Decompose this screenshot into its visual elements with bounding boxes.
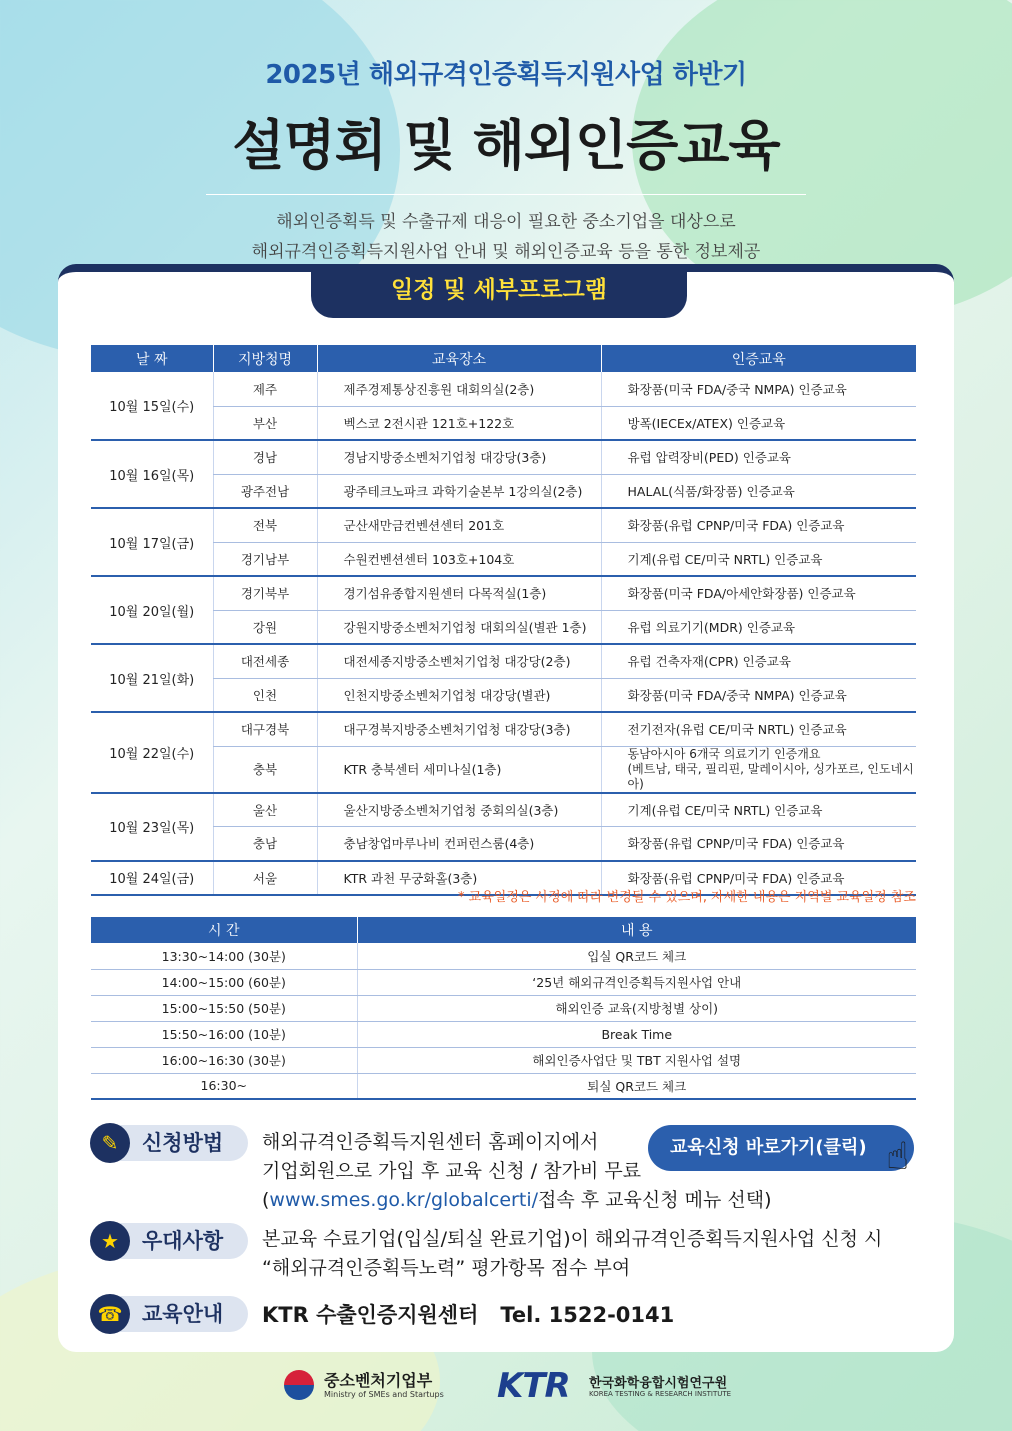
content-cell: ‘25년 해외규격인증획득지원사업 안내 <box>357 969 916 995</box>
apply-shortcut-button[interactable]: 교육신청 바로가기(클릭) <box>648 1125 914 1171</box>
document-icon: ✎ <box>90 1123 130 1163</box>
region-cell: 충북 <box>213 746 317 793</box>
education-cell: 기계(유럽 CE/미국 NRTL) 인증교육 <box>601 793 916 827</box>
date-cell: 10월 15일(수) <box>91 372 213 440</box>
date-cell: 10월 24일(금) <box>91 861 213 895</box>
content-cell: 해외인증사업단 및 TBT 지원사업 설명 <box>357 1047 916 1073</box>
taeguk-icon <box>284 1370 314 1400</box>
column-header: 지방청명 <box>213 345 317 372</box>
education-cell: 유럽 압력장비(PED) 인증교육 <box>601 440 916 474</box>
date-cell: 10월 16일(목) <box>91 440 213 508</box>
education-cell: 방폭(IECEx/ATEX) 인증교육 <box>601 406 916 440</box>
date-cell: 10월 22일(수) <box>91 712 213 793</box>
place-cell: 광주테크노파크 과학기술본부 1강의실(2층) <box>317 474 601 508</box>
description-line: 해외인증획득 및 수출규제 대응이 필요한 중소기업을 대상으로 <box>276 212 736 232</box>
table-row <box>91 440 916 474</box>
region-cell: 울산 <box>213 793 317 827</box>
region-cell: 경기남부 <box>213 542 317 576</box>
ktr-sub: KOREA TESTING & RESEARCH INSTITUTE <box>589 1390 732 1398</box>
hand-pointer-icon: ☝ <box>886 1134 910 1178</box>
time-cell: 16:30~ <box>91 1073 357 1099</box>
phone-icon: ☎ <box>90 1294 130 1334</box>
table-row <box>91 793 916 827</box>
table-row <box>91 969 916 995</box>
ktr-mark: KTR <box>497 1366 570 1406</box>
place-cell: KTR 충북센터 세미나실(1층) <box>317 746 601 793</box>
time-cell: 15:50~16:00 (10분) <box>91 1021 357 1047</box>
date-cell: 10월 23일(목) <box>91 793 213 861</box>
place-cell: 울산지방중소벤처기업청 중회의실(3층) <box>317 793 601 827</box>
table-row <box>91 576 916 610</box>
region-cell: 제주 <box>213 372 317 406</box>
education-cell: 화장품(미국 FDA/중국 NMPA) 인증교육 <box>601 372 916 406</box>
column-header: 내 용 <box>357 917 916 943</box>
place-cell: 수원컨벤션센터 103호+104호 <box>317 542 601 576</box>
divider <box>206 194 806 195</box>
contact-label: 교육안내 <box>142 1302 224 1326</box>
education-line: (베트남, 태국, 필리핀, 말레이시아, 싱가포르, 인도네시아) <box>627 761 914 791</box>
table-row <box>91 542 916 576</box>
place-cell: 제주경제통상진흥원 대회의실(2층) <box>317 372 601 406</box>
content-cell: Break Time <box>357 1021 916 1047</box>
education-cell: 유럽 의료기기(MDR) 인증교육 <box>601 610 916 644</box>
table-row <box>91 1021 916 1047</box>
content-cell: 입실 QR코드 체크 <box>357 943 916 969</box>
place-cell: 벡스코 2전시관 121호+122호 <box>317 406 601 440</box>
page-title: 설명회 및 해외인증교육 <box>232 114 780 177</box>
table-row <box>91 474 916 508</box>
column-header: 인증교육 <box>601 345 916 372</box>
region-cell: 서울 <box>213 861 317 895</box>
table-row <box>91 610 916 644</box>
benefit-label: 우대사항 <box>142 1229 224 1253</box>
region-cell: 경남 <box>213 440 317 474</box>
column-header: 시 간 <box>91 917 357 943</box>
ministry-sub: Ministry of SMEs and Startups <box>324 1390 444 1399</box>
table-row <box>91 644 916 678</box>
table-row <box>91 827 916 861</box>
place-cell: 대구경북지방중소벤처기업청 대강당(3층) <box>317 712 601 746</box>
place-cell: 군산새만금컨벤션센터 201호 <box>317 508 601 542</box>
table-row <box>91 678 916 712</box>
apply-line: 기업회원으로 가입 후 교육 신청 / 참가비 무료 <box>262 1160 642 1182</box>
education-cell: 화장품(유럽 CPNP/미국 FDA) 인증교육 <box>601 827 916 861</box>
table-row <box>91 995 916 1021</box>
timetable <box>91 917 916 1100</box>
benefit-line: “해외규격인증획득노력” 평가항목 점수 부여 <box>262 1257 631 1279</box>
education-cell: 화장품(미국 FDA/중국 NMPA) 인증교육 <box>601 678 916 712</box>
time-cell: 14:00~15:00 (60분) <box>91 969 357 995</box>
contact-tel: Tel. 1522-0141 <box>500 1303 675 1327</box>
region-cell: 부산 <box>213 406 317 440</box>
content-cell: 해외인증 교육(지방청별 상이) <box>357 995 916 1021</box>
ministry-name: 중소벤처기업부 <box>324 1371 433 1390</box>
contact-info <box>262 1299 674 1329</box>
content-cell: 퇴실 QR코드 체크 <box>357 1073 916 1099</box>
time-cell: 16:00~16:30 (30분) <box>91 1047 357 1073</box>
place-cell: KTR 과천 무궁화홀(3층) <box>317 861 601 895</box>
time-cell: 13:30~14:00 (30분) <box>91 943 357 969</box>
section-title: 일정 및 세부프로그램 <box>311 264 687 318</box>
column-header: 교육장소 <box>317 345 601 372</box>
table-row <box>91 406 916 440</box>
table-row <box>91 372 916 406</box>
header <box>0 54 1012 267</box>
table-row <box>91 508 916 542</box>
apply-label: 신청방법 <box>142 1131 224 1155</box>
education-cell: 전기전자(유럽 CE/미국 NRTL) 인증교육 <box>601 712 916 746</box>
region-cell: 충남 <box>213 827 317 861</box>
column-header: 날 짜 <box>91 345 213 372</box>
contact-label-pill <box>90 1296 248 1332</box>
schedule-note: * 교육일정은 사정에 따라 변경될 수 있으며, 자세한 내용은 지역별 교육일정 참조 <box>458 890 916 905</box>
education-cell: HALAL(식품/화장품) 인증교육 <box>601 474 916 508</box>
education-cell: 화장품(유럽 CPNP/미국 FDA) 인증교육 <box>601 508 916 542</box>
schedule-table <box>91 345 916 896</box>
region-cell: 강원 <box>213 610 317 644</box>
education-cell: 기계(유럽 CE/미국 NRTL) 인증교육 <box>601 542 916 576</box>
region-cell: 대전세종 <box>213 644 317 678</box>
time-cell: 15:00~15:50 (50분) <box>91 995 357 1021</box>
place-cell: 강원지방중소벤처기업청 대회의실(별관 1층) <box>317 610 601 644</box>
education-cell <box>601 746 916 793</box>
place-cell: 충남창업마루나비 컨퍼런스룸(4층) <box>317 827 601 861</box>
place-cell: 경기섬유종합지원센터 다목적실(1층) <box>317 576 601 610</box>
footer <box>0 1366 1012 1406</box>
region-cell: 경기북부 <box>213 576 317 610</box>
header-subtitle: 2025년 해외규격인증획득지원사업 하반기 <box>265 60 747 90</box>
apply-line <box>262 1186 771 1215</box>
description-line: 해외규격인증획득지원사업 안내 및 해외인증교육 등을 통한 정보제공 <box>251 242 761 262</box>
date-cell: 10월 20일(월) <box>91 576 213 644</box>
apply-line-rest: 접속 후 교육신청 메뉴 선택) <box>538 1189 772 1211</box>
region-cell: 광주전남 <box>213 474 317 508</box>
schedule-header-row <box>91 345 916 372</box>
ktr-name: 한국화학융합시험연구원 <box>589 1376 728 1391</box>
schedule-body <box>91 372 916 895</box>
place-cell: 인천지방중소벤처기업청 대강당(별관) <box>317 678 601 712</box>
table-row <box>91 943 916 969</box>
table-row <box>91 1047 916 1073</box>
place-cell: 경남지방중소벤처기업청 대강당(3층) <box>317 440 601 474</box>
education-cell: 화장품(미국 FDA/아세안화장품) 인증교육 <box>601 576 916 610</box>
table-row <box>91 746 916 793</box>
apply-line: 해외규격인증획득지원센터 홈페이지에서 <box>262 1131 599 1153</box>
timetable-header-row <box>91 917 916 943</box>
benefit-label-pill <box>90 1223 248 1259</box>
region-cell: 대구경북 <box>213 712 317 746</box>
contact-org: KTR 수출인증지원센터 <box>262 1303 479 1327</box>
place-cell: 대전세종지방중소벤처기업청 대강당(2층) <box>317 644 601 678</box>
table-row <box>91 712 916 746</box>
benefit-text <box>262 1225 882 1283</box>
paren: ( <box>262 1189 270 1211</box>
table-row <box>91 1073 916 1099</box>
region-cell: 인천 <box>213 678 317 712</box>
education-cell: 화장품(유럽 CPNP/미국 FDA) 인증교육 <box>601 861 916 895</box>
education-line: 동남아시아 6개국 의료기기 인증개요 <box>627 746 821 761</box>
timetable-body <box>91 943 916 1099</box>
education-cell: 유럽 건축자재(CPR) 인증교육 <box>601 644 916 678</box>
benefit-line: 본교육 수료기업(입실/퇴실 완료기업)이 해외규격인증획득지원사업 신청 시 <box>262 1228 883 1250</box>
date-cell: 10월 21일(화) <box>91 644 213 712</box>
star-icon: ★ <box>90 1221 130 1261</box>
homepage-link[interactable]: www.smes.go.kr/globalcerti/ <box>269 1189 539 1211</box>
region-cell: 전북 <box>213 508 317 542</box>
header-description <box>0 207 1012 267</box>
program-card <box>58 264 954 1352</box>
apply-label-pill <box>90 1125 248 1161</box>
date-cell: 10월 17일(금) <box>91 508 213 576</box>
